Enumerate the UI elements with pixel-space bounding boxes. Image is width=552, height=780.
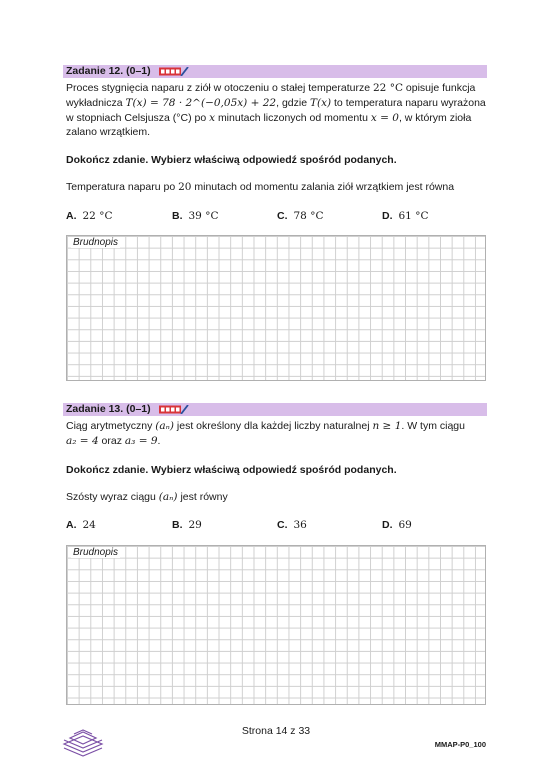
task13-scratchpad[interactable] [66, 545, 486, 705]
math-expr: (aₙ) [155, 420, 174, 432]
option-letter: C. [277, 519, 288, 531]
task12-title: Zadanie 12. (0–1) [66, 65, 151, 77]
text: . [157, 435, 161, 447]
task13-line1 [66, 419, 465, 433]
math-expr: x = 0 [370, 112, 399, 124]
task13-option-a[interactable] [66, 518, 96, 532]
option-value: 29 [188, 519, 202, 531]
text: Szósty wyraz ciągu [66, 491, 156, 503]
math-expr: a₃ = 9 [124, 435, 158, 447]
text: jest równy [180, 491, 228, 503]
text: , w którym zioła [398, 112, 472, 124]
option-letter: A. [66, 519, 77, 531]
task12-option-d[interactable] [382, 209, 428, 223]
points-badge-icon [159, 405, 189, 414]
task12-scratchpad[interactable] [66, 235, 486, 381]
text: opisuje funkcja [405, 82, 476, 94]
text: jest określony dla każdej liczby naturalnej [176, 420, 370, 432]
text: minutach liczonych od momentu [217, 112, 368, 124]
option-value: 36 [293, 519, 307, 531]
task13-option-c[interactable] [277, 518, 307, 532]
task13-header [63, 403, 487, 416]
text: to temperatura naparu wyrażona [334, 97, 486, 109]
option-letter: B. [172, 210, 183, 222]
option-value: 78 °C [293, 210, 324, 222]
text: , gdzie [276, 97, 308, 109]
math-expr: a₂ = 4 [66, 435, 99, 447]
text: w stopniach Celsjusza (°C) po [66, 112, 207, 124]
math-expr: 20 [178, 181, 192, 193]
option-value: 24 [82, 519, 96, 531]
option-value: 22 °C [82, 210, 113, 222]
text: wykładnicza [66, 97, 123, 109]
scratchpad-label: Brudnopis [73, 237, 119, 248]
task13-option-d[interactable] [382, 518, 412, 532]
option-letter: B. [172, 519, 183, 531]
scratchpad-label: Brudnopis [73, 547, 119, 558]
text: . W tym ciągu [401, 420, 465, 432]
text: Proces stygnięcia naparu z ziół w otoczeniu o stałej temperaturze [66, 82, 371, 94]
option-letter: C. [277, 210, 288, 222]
task12-line3 [66, 111, 471, 125]
text: Temperatura naparu po [66, 181, 176, 193]
option-letter: A. [66, 210, 77, 222]
text: oraz [101, 435, 122, 447]
option-value: 39 °C [188, 210, 219, 222]
text: minutach od momentu zalania ziół wrzątkiem jest równa [194, 181, 455, 193]
task13-stem [66, 490, 228, 504]
task12-option-a[interactable] [66, 209, 112, 223]
text: Ciąg arytmetyczny [66, 420, 153, 432]
page-number: Strona 14 z 33 [241, 725, 311, 737]
option-letter: D. [382, 519, 393, 531]
points-badge-icon [159, 67, 189, 76]
task12-stem [66, 180, 454, 194]
task13-line2 [66, 434, 160, 448]
task13-instruction: Dokończ zdanie. Wybierz właściwą odpowiedź spośród podanych. [66, 464, 397, 476]
math-expr: T(x) = 78 · 2^(−0,05x) + 22 [125, 97, 277, 109]
exam-code: MMAP-P0_100 [434, 740, 486, 749]
option-letter: D. [382, 210, 393, 222]
task13-title: Zadanie 13. (0–1) [66, 403, 151, 415]
task12-line2 [66, 96, 486, 110]
option-value: 69 [398, 519, 412, 531]
math-expr: 22 °C [373, 82, 403, 94]
task12-line1 [66, 81, 475, 95]
math-expr: n ≥ 1 [372, 420, 402, 432]
task13-option-b[interactable] [172, 518, 202, 532]
math-expr: x [209, 112, 216, 124]
task12-instruction: Dokończ zdanie. Wybierz właściwą odpowiedź spośród podanych. [66, 154, 397, 166]
math-expr: (aₙ) [158, 491, 178, 503]
task12-header [63, 65, 487, 78]
option-value: 61 °C [398, 210, 429, 222]
task12-option-c[interactable] [277, 209, 323, 223]
task12-option-b[interactable] [172, 209, 218, 223]
task12-line4: zalano wrzątkiem. [66, 126, 151, 138]
math-expr: T(x) [309, 97, 332, 109]
